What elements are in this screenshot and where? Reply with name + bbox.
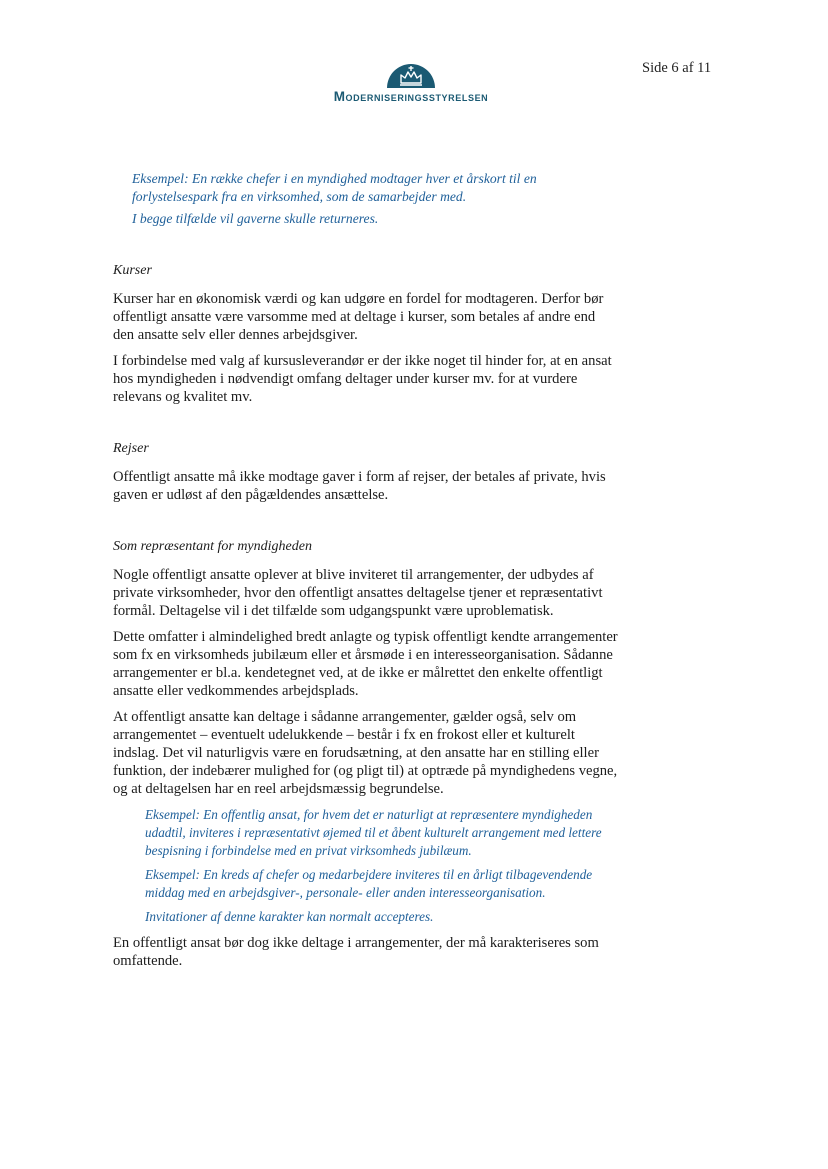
organization-logo — [296, 58, 526, 106]
body-paragraph: At offentligt ansatte kan deltage i sådanne arrangementer, gælder også, selv om arrangementet – eventuelt udelukkende – består i fx en frokost eller et kulturelt indslag. Det vil naturligvis være en forudsætning, at den ansatte har en stilling eller funktion, der indebærer mulighed for (og pligt til) at optræde på myndighedens vegne, og at deltagelsen har en reel arbejdsmæssig begrundelse. — [113, 709, 618, 797]
body-paragraph: Dette omfatter i almindelighed bredt anlagte og typisk offentligt kendte arrangementer som fx en virksomheds jubilæum eller et årsmøde i en interesseorganisation. Sådanne arrangementer er bl.a. kendetegnet ved, at de ikke er målrettet den enkelte offentligt ansatte eller vedkommendes arbejdsplads. — [113, 629, 618, 699]
example-paragraph: Eksempel: En offentlig ansat, for hvem det er naturligt at repræsentere myndigheden udadtil, inviteres i repræsentativt øjemed til et åbent kulturelt arrangement med lettere bespisning i forbindelse med en privat virksomheds jubilæum. — [145, 807, 602, 858]
example-paragraph: I begge tilfælde vil gaverne skulle returneres. — [132, 211, 379, 226]
section-heading-rejser: Rejser — [113, 441, 149, 456]
example-paragraph: Eksempel: En række chefer i en myndighed modtager hver et årskort til en forlystelsespark fra en virksomhed, som de samarbejder med. — [132, 171, 537, 204]
section-heading-repraesentant: Som repræsentant for myndigheden — [113, 539, 312, 554]
body-paragraph: Nogle offentligt ansatte oplever at blive inviteret til arrangementer, der udbydes af private virksomheder, hvor den offentligt ansattes deltagelse tjener et repræsentativt formål. Deltagelse vil i det tilfælde som udgangspunkt være uproblematisk. — [113, 567, 603, 619]
example-paragraph: Invitationer af denne karakter kan normalt accepteres. — [145, 909, 434, 924]
body-paragraph: En offentligt ansat bør dog ikke deltage i arrangementer, der må karakteriseres som omfattende. — [113, 935, 599, 969]
crown-icon — [385, 58, 437, 88]
example-paragraph: Eksempel: En kreds af chefer og medarbejdere inviteres til en årligt tilbagevendende middag med en arbejdsgiver-, personale- eller anden interesseorganisation. — [145, 867, 593, 900]
page-number: Side 6 af 11 — [642, 60, 712, 76]
document-body — [113, 170, 618, 970]
body-paragraph: Offentligt ansatte må ikke modtage gaver i form af rejser, der betales af private, hvis gaven er udløst af den pågældendes ansættelse. — [113, 469, 606, 503]
organization-name: Moderniseringsstyrelsen — [333, 89, 489, 104]
section-heading-kurser: Kurser — [113, 263, 152, 278]
body-paragraph: Kurser har en økonomisk værdi og kan udgøre en fordel for modtageren. Derfor bør offentligt ansatte være varsomme med at deltage i kurser, som betales af andre end den ansatte selv eller dennes arbejdsgiver. — [113, 291, 604, 343]
body-paragraph: I forbindelse med valg af kursusleverandør er der ikke noget til hinder for, at en ansat hos myndigheden i nødvendigt omfang deltager under kurser mv. for at vurdere relevans og kvalitet mv. — [113, 353, 612, 405]
